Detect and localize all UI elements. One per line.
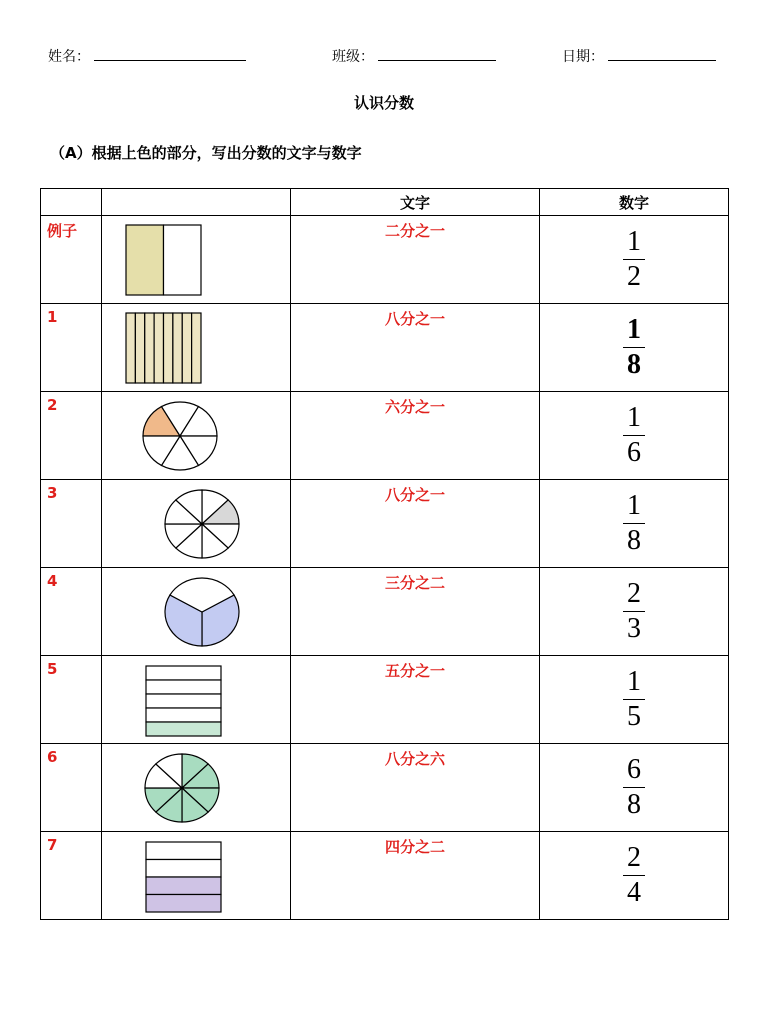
row-label-cell bbox=[41, 304, 102, 392]
table-header-row bbox=[41, 189, 729, 216]
header-picture-cell bbox=[102, 189, 291, 216]
picture-cell bbox=[102, 480, 291, 568]
name-field bbox=[48, 46, 246, 66]
fraction-rect-horizontal-diagram bbox=[144, 664, 264, 744]
picture-cell bbox=[102, 392, 291, 480]
numerator: 1 bbox=[627, 402, 641, 433]
fraction-number bbox=[540, 656, 728, 743]
words-cell bbox=[291, 216, 540, 304]
header-numbers: 数字 bbox=[540, 189, 729, 216]
numbers-cell bbox=[540, 216, 729, 304]
fraction-number bbox=[540, 480, 728, 567]
row-label-cell bbox=[41, 568, 102, 656]
picture-cell bbox=[102, 304, 291, 392]
row-label: 3 bbox=[47, 484, 58, 502]
numbers-cell bbox=[540, 832, 729, 920]
worksheet-header bbox=[0, 46, 768, 68]
words-cell bbox=[291, 656, 540, 744]
fraction-words: 三分之二 bbox=[384, 574, 445, 592]
picture-cell bbox=[102, 216, 291, 304]
fraction-circle-diagram bbox=[122, 396, 242, 476]
denominator: 4 bbox=[627, 877, 641, 908]
numerator: 6 bbox=[627, 754, 641, 785]
fraction-bar bbox=[623, 699, 645, 700]
fraction-words: 二分之一 bbox=[384, 222, 445, 240]
row-label: 5 bbox=[47, 660, 58, 678]
fraction-circle-diagram bbox=[122, 572, 242, 652]
row-label: 2 bbox=[47, 396, 58, 414]
row-label-cell bbox=[41, 480, 102, 568]
name-label: 姓名： bbox=[48, 49, 90, 65]
picture-cell bbox=[102, 568, 291, 656]
row-label-cell bbox=[41, 216, 102, 304]
fraction-number bbox=[540, 304, 728, 391]
fraction-number bbox=[540, 832, 728, 919]
row-label: 例子 bbox=[47, 222, 78, 240]
page-title: 认识分数 bbox=[353, 94, 414, 112]
fraction-bar bbox=[623, 259, 645, 260]
words-cell bbox=[291, 392, 540, 480]
denominator: 8 bbox=[627, 349, 641, 380]
words-cell bbox=[291, 568, 540, 656]
header-words: 文字 bbox=[291, 189, 540, 216]
numbers-cell bbox=[540, 392, 729, 480]
numerator: 1 bbox=[627, 226, 641, 257]
table-row bbox=[41, 216, 729, 304]
fraction-number bbox=[540, 744, 728, 831]
fraction-circle-diagram bbox=[122, 484, 242, 564]
picture-cell bbox=[102, 656, 291, 744]
fraction-circle-diagram bbox=[122, 748, 242, 828]
picture-cell bbox=[102, 832, 291, 920]
row-label: 1 bbox=[47, 308, 58, 326]
numbers-cell bbox=[540, 568, 729, 656]
numerator: 2 bbox=[627, 578, 641, 609]
fraction-words: 八分之六 bbox=[384, 750, 445, 768]
table-row bbox=[41, 392, 729, 480]
fraction-bar bbox=[623, 875, 645, 876]
class-label: 班级： bbox=[332, 49, 374, 65]
row-label: 6 bbox=[47, 748, 58, 766]
numbers-cell bbox=[540, 480, 729, 568]
fraction-words: 四分之二 bbox=[384, 838, 445, 856]
row-label-cell bbox=[41, 744, 102, 832]
words-cell bbox=[291, 480, 540, 568]
row-label: 7 bbox=[47, 836, 58, 854]
fraction-table bbox=[40, 188, 729, 920]
denominator: 8 bbox=[627, 525, 641, 556]
fraction-bar bbox=[623, 787, 645, 788]
denominator: 6 bbox=[627, 437, 641, 468]
name-blank[interactable] bbox=[94, 48, 246, 61]
denominator: 5 bbox=[627, 701, 641, 732]
row-label-cell bbox=[41, 832, 102, 920]
class-field bbox=[332, 46, 496, 66]
section-instruction: （A）根据上色的部分，写出分数的文字与数字 bbox=[50, 144, 362, 162]
fraction-words: 六分之一 bbox=[384, 398, 445, 416]
denominator: 3 bbox=[627, 613, 641, 644]
row-label-cell bbox=[41, 656, 102, 744]
denominator: 8 bbox=[627, 789, 641, 820]
fraction-bar bbox=[623, 435, 645, 436]
row-label: 4 bbox=[47, 572, 58, 590]
fraction-rect-vertical-diagram bbox=[122, 222, 242, 302]
words-cell bbox=[291, 304, 540, 392]
row-label-cell bbox=[41, 392, 102, 480]
fraction-number bbox=[540, 392, 728, 479]
numerator: 1 bbox=[627, 314, 641, 345]
numbers-cell bbox=[540, 304, 729, 392]
fraction-rect-horizontal-diagram bbox=[144, 840, 264, 920]
numerator: 1 bbox=[627, 666, 641, 697]
numerator: 2 bbox=[627, 842, 641, 873]
header-label-cell bbox=[41, 189, 102, 216]
table-row bbox=[41, 568, 729, 656]
table-row bbox=[41, 480, 729, 568]
fraction-words: 五分之一 bbox=[384, 662, 445, 680]
table-row bbox=[41, 832, 729, 920]
fraction-bar bbox=[623, 611, 645, 612]
table-row bbox=[41, 304, 729, 392]
fraction-words: 八分之一 bbox=[384, 310, 445, 328]
date-label: 日期： bbox=[562, 49, 604, 65]
class-blank[interactable] bbox=[378, 48, 496, 61]
table-row bbox=[41, 744, 729, 832]
fraction-words: 八分之一 bbox=[384, 486, 445, 504]
fraction-bar bbox=[623, 523, 645, 524]
fraction-number bbox=[540, 216, 728, 303]
fraction-rect-vertical-diagram bbox=[122, 310, 242, 390]
words-cell bbox=[291, 744, 540, 832]
denominator: 2 bbox=[627, 261, 641, 292]
picture-cell bbox=[102, 744, 291, 832]
words-cell bbox=[291, 832, 540, 920]
date-field bbox=[562, 46, 716, 66]
numbers-cell bbox=[540, 656, 729, 744]
fraction-bar bbox=[623, 347, 645, 348]
date-blank[interactable] bbox=[608, 48, 716, 61]
fraction-number bbox=[540, 568, 728, 655]
numbers-cell bbox=[540, 744, 729, 832]
numerator: 1 bbox=[627, 490, 641, 521]
table-row bbox=[41, 656, 729, 744]
